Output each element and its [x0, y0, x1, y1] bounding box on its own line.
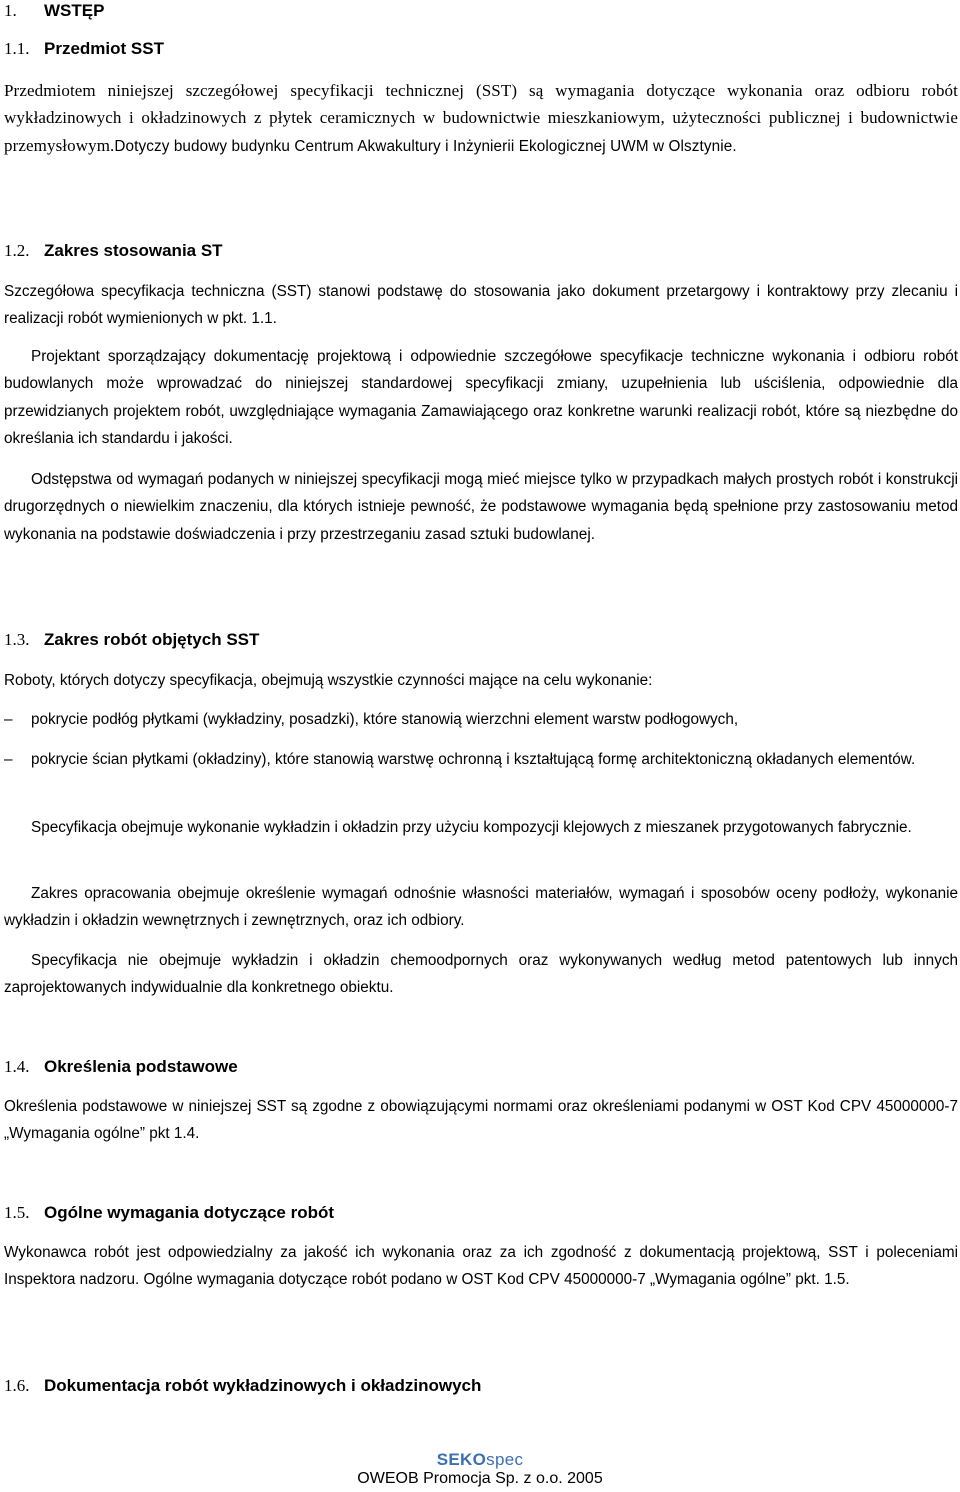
section-title: WSTĘP	[44, 1, 105, 20]
dash-bullet: –	[4, 751, 13, 768]
section-number: 1.5.	[4, 1203, 30, 1222]
paragraph-text-project: Dotyczy budowy budynku Centrum Akwakultury i Inżynierii Ekologicznej UWM w Olsztynie.	[114, 137, 737, 155]
section-title: Przedmiot SST	[44, 39, 164, 58]
paragraph: Wykonawca robót jest odpowiedzialny za jakość ich wykonania oraz za ich zgodność z dokumentacją projektową, SST i poleceniami Inspektora nadzoru. Ogólne wymagania dotyczące robót podano w OST Kod CPV 45000000-7 „Wymagania ogólne” pkt. 1.5.	[4, 1244, 958, 1289]
section-heading-1-1	[4, 38, 958, 60]
paragraph: Odstępstwa od wymagań podanych w niniejszej specyfikacji mogą mieć miejsce tylko w przypadkach małych prostych robót i konstrukcji drugorzędnych o niewielkim znaczeniu, dla których istnieje pewność, że podstawowe wymagania będą spełnione przy zastosowaniu metod wykonania na podstawie doświadczenia i przy przestrzeganiu zasad sztuki budowlanej.	[4, 471, 958, 543]
section-number: 1.1.	[4, 39, 30, 58]
list-item-text: pokrycie ścian płytkami (okładziny), które stanowią warstwę ochronną i kształtującą formę architektoniczną okładanych elementów.	[31, 751, 916, 768]
section-title: Ogólne wymagania dotyczące robót	[44, 1203, 335, 1222]
list-item-text: pokrycie podłóg płytkami (wykładziny, posadzki), które stanowią wierzchni element warstw podłogowych,	[31, 711, 739, 728]
paragraph: Określenia podstawowe w niniejszej SST są zgodne z obowiązującymi normami oraz określeniami podanymi w OST Kod CPV 45000000-7 „Wymagania ogólne” pkt 1.4.	[4, 1098, 958, 1143]
section-title: Dokumentacja robót wykładzinowych i okładzinowych	[44, 1376, 482, 1395]
paragraph: Specyfikacja nie obejmuje wykładzin i okładzin chemoodpornych oraz wykonywanych według metod patentowych lub innych zaprojektowanych indywidualnie dla konkretnego obiektu.	[4, 952, 958, 997]
paragraph: Projektant sporządzający dokumentację projektową i odpowiednie szczegółowe specyfikacje techniczne wykonania i odbioru robót budowlanych może wprowadzać do niniejszej standardowej specyfikacji zmiany, uzupełnienia lub uściślenia, odpowiednie dla przewidzianych projektem robót, uwzględniające wymagania Zamawiającego oraz konkretne warunki realizacji robót, które są niezbędne do określania ich standardu i jakości.	[4, 348, 958, 447]
section-heading-1	[4, 0, 958, 22]
list-item	[4, 706, 958, 733]
section-heading-1-2	[4, 240, 958, 262]
brand-bold: SEKO	[436, 1450, 487, 1469]
dash-bullet: –	[4, 711, 13, 728]
list-item	[4, 746, 958, 773]
paragraph-text: Przedmiotem niniejszej szczegółowej specyfikacji technicznej (SST) są wymagania dotyczące wykonania oraz odbioru robót wykładzinowych i okładzinowych z płytek ceramicznych w budownictwie mieszkaniowym, użyteczności publicznej i budownictwie przemysłowym.	[4, 81, 958, 155]
section-heading-1-3	[4, 629, 958, 651]
section-heading-1-5	[4, 1202, 958, 1224]
section-title: Zakres robót objętych SST	[44, 630, 260, 649]
paragraph: Roboty, których dotyczy specyfikacja, obejmują wszystkie czynności mające na celu wykonanie:	[4, 672, 653, 689]
section-number: 1.3.	[4, 630, 30, 649]
paragraph-scope-intro	[4, 77, 958, 160]
paragraph: Zakres opracowania obejmuje określenie wymagań odnośnie własności materiałów, wymagań i sposobów oceny podłoży, wykonanie wykładzin i okładzin wewnętrznych i zewnętrznych, oraz ich odbiory.	[4, 885, 958, 930]
paragraph: Specyfikacja obejmuje wykonanie wykładzin i okładzin przy użyciu kompozycji klejowych z mieszanek przygotowanych fabrycznie.	[31, 819, 912, 836]
section-title: Określenia podstawowe	[44, 1057, 238, 1076]
brand-light: spec	[486, 1450, 524, 1469]
section-heading-1-4	[4, 1056, 958, 1078]
section-number: 1.4.	[4, 1057, 30, 1076]
footer-company: OWEOB Promocja Sp. z o.o. 2005	[357, 1470, 603, 1487]
section-title: Zakres stosowania ST	[44, 241, 223, 260]
paragraph: Szczegółowa specyfikacja techniczna (SST) stanowi podstawę do stosowania jako dokument przetargowy i kontraktowy przy zlecaniu i realizacji robót wymienionych w pkt. 1.1.	[4, 283, 958, 328]
section-number: 1.	[4, 1, 17, 20]
footer-brand-logo	[0, 1450, 960, 1470]
section-heading-1-6	[4, 1375, 958, 1397]
section-number: 1.2.	[4, 241, 30, 260]
section-number: 1.6.	[4, 1376, 30, 1395]
